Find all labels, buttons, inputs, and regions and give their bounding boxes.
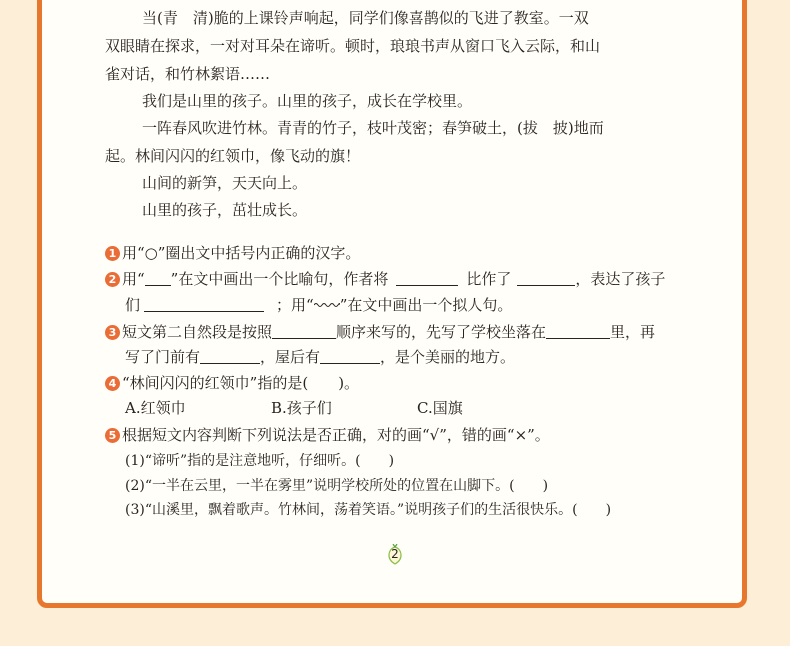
question-text: 用“ (122, 270, 145, 288)
question-4-options (125, 398, 463, 418)
passage-line: 雀对话，和竹林絮语…… (105, 65, 271, 83)
answer-blank[interactable] (320, 348, 380, 364)
passage-line: 起。林间闪闪的红领巾，像飞动的旗！ (105, 147, 361, 165)
question-text: ”在文中画出一个比喻句，作者将 (170, 270, 389, 288)
judgment-item[interactable]: (3)“山溪里，飘着歌声。竹林间，荡着笑语。”说明孩子们的生活很快乐。( ) (125, 502, 612, 518)
passage-line: 我们是山里的孩子。山里的孩子，成长在学校里。 (142, 92, 473, 110)
question-number-badge: 1 (105, 246, 120, 261)
question-text: ，表达了孩子 (575, 270, 666, 288)
question-2-continued (125, 295, 512, 315)
passage-line: 当(青 清)脆的上课铃声响起，同学们像喜鹊似的飞进了教室。一双 (142, 9, 589, 27)
answer-blank[interactable] (546, 323, 610, 339)
passage-line: 山里的孩子，茁壮成长。 (142, 201, 308, 219)
question-text: 用“○”圈出文中括号内正确的汉字。 (122, 244, 361, 262)
option-a[interactable]: A.红领巾 (125, 399, 186, 417)
question-text: 比作了 (466, 270, 512, 288)
question-3-continued (125, 347, 515, 367)
question-1 (105, 243, 360, 263)
answer-blank[interactable] (200, 348, 260, 364)
question-text: ”在文中画出一个拟人句。 (339, 296, 513, 314)
page-number-badge (384, 544, 406, 566)
question-text: 短文第二自然段是按照 (122, 323, 273, 341)
question-2 (105, 269, 665, 289)
question-text: ；用“ (276, 296, 314, 314)
question-5 (105, 425, 550, 445)
question-number-badge: 4 (105, 376, 120, 391)
question-text: ，屋后有 (260, 348, 321, 366)
question-text: 根据短文内容判断下列说法是否正确，对的画“√”，错的画“×”。 (122, 426, 550, 444)
passage-line: 双眼睛在探求，一对对耳朵在谛听。顿时，琅琅书声从窗口飞入云际，和山 (105, 37, 601, 55)
page-number: 2 (391, 547, 399, 561)
option-b[interactable]: B.孩子们 (271, 399, 332, 417)
judgment-item[interactable]: (1)“谛听”指的是注意地听，仔细听。( ) (125, 453, 395, 469)
question-number-badge: 2 (105, 272, 120, 287)
question-text: “林间闪闪的红领巾”指的是( )。 (122, 374, 360, 392)
question-number-badge: 3 (105, 325, 120, 340)
judgment-item[interactable]: (2)“一半在云里，一半在雾里”说明学校所处的位置在山脚下。( ) (125, 478, 549, 494)
passage-line: 一阵春风吹进竹林。青青的竹子，枝叶茂密；春笋破土，(拔 披)地而 (142, 119, 604, 137)
answer-blank[interactable] (396, 270, 458, 286)
question-text: 们 (125, 296, 141, 314)
straight-line-sample (145, 270, 171, 286)
option-c[interactable]: C.国旗 (417, 399, 463, 417)
question-text: 里，再 (610, 323, 656, 341)
answer-blank[interactable] (144, 296, 264, 312)
question-text: 顺序来写的，先写了学校坐落在 (336, 323, 547, 341)
question-4 (105, 373, 359, 393)
answer-blank[interactable] (272, 323, 336, 339)
passage-line: 山间的新笋，天天向上。 (142, 174, 308, 192)
wavy-line-sample (314, 302, 340, 308)
question-text: 写了门前有 (125, 348, 201, 366)
question-text: ，是个美丽的地方。 (380, 348, 516, 366)
question-3 (105, 322, 655, 342)
answer-blank[interactable] (517, 270, 575, 286)
question-number-badge: 5 (105, 428, 120, 443)
